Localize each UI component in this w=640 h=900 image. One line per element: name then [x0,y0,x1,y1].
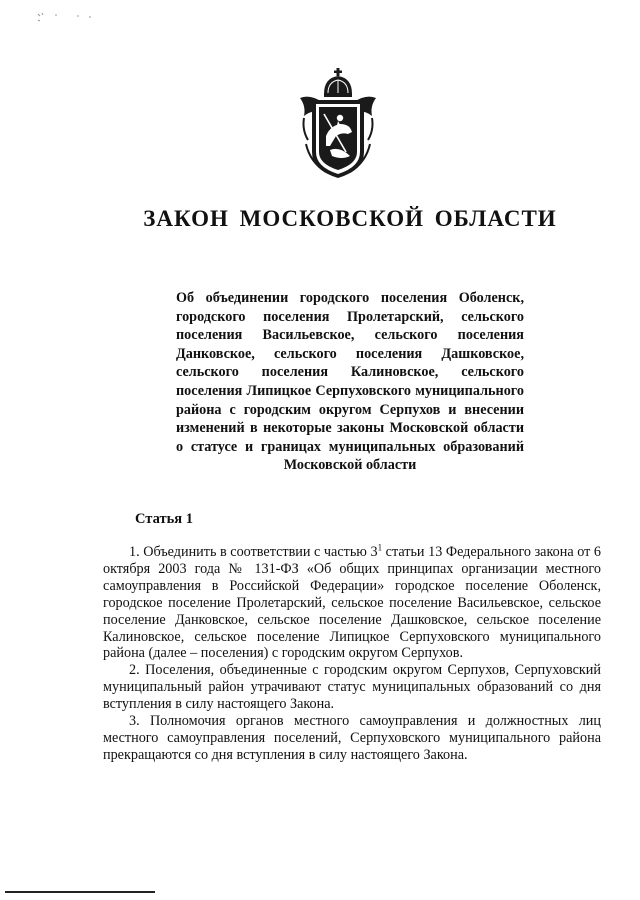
scan-marks-icon [34,10,94,24]
document-title: ЗАКОН МОСКОВСКОЙ ОБЛАСТИ [143,206,557,231]
article-body [103,544,601,764]
law-subject: Об объединении городского поселения Оболенск, городского поселения Пролетарский, сельского поселения Васильевское, сельского поселения Данковское, сельского поселения Дашковское, сельского поселения Калиновское, сельского поселения Липицкое Серпуховского муниципального района с городским округом Серпухов и внесении изменений в некоторые законы Московской области о статусе и границах муниципальных образований Московской области [176,290,524,474]
article-paragraph-3: 3. Полномочия органов местного самоуправления и должностных лиц местного самоуправления поселений, Серпуховского муниципального района прекращаются со дня вступления в силу настоящего Закона. [103,713,601,763]
article-heading: Статья 1 [135,511,193,527]
paragraph-1-start: 1. Объединить в соответствии с частью 3 [129,544,378,560]
superscript-part-number: 1 [377,542,383,553]
article-paragraph-2: 2. Поселения, объединенные с городским округом Серпухов, Серпуховский муниципальный район утрачивают статус муниципальных образований со дня вступления в силу настоящего Закона. [103,662,601,713]
paragraph-1-rest: статьи 13 Федерального закона от 6 октября 2003 года № 131-ФЗ «Об общих принципах организации местного самоуправления в Российской Федерации» городское поселение Оболенск, городское поселение Пролетарский, сельское поселение Васильевское, сельское поселение Данковское, сельское поселение Дашковское, сельское поселение Калиновское, сельское поселение Липицкое Серпуховского муниципального района (далее – поселения) с городским округом Серпухов. [103,544,601,662]
moscow-oblast-coat-of-arms-icon [296,66,380,184]
article-paragraph-1 [103,544,601,662]
footnote-separator [5,891,155,893]
